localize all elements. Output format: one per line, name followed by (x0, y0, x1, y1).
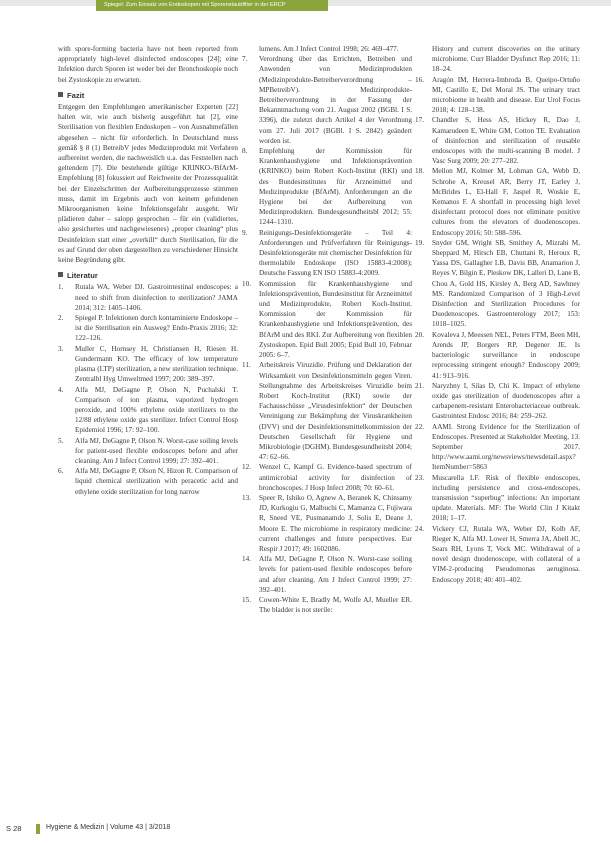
reference-text: AAMI. Strong Evidence for the Sterilization of Endoscopes. Presented at Stakeholder Meeting, 13. September 2017. http://www.aami.org/newsviews/newsdetail.aspx?ItemNumber=5863 (432, 422, 580, 472)
reference-list-col2 (242, 44, 412, 615)
reference-number: 8. (242, 147, 248, 156)
reference-text: Muscarella LF. Risk of flexible endoscopes, including persistence and cross-endoscopes, transmission “superbug” infections: An important update. Materials. MF: The World Clin J Kitakt 2018; 1–17. (432, 473, 580, 523)
reference-number: 10. (242, 279, 251, 288)
reference-number: 17. (415, 116, 424, 125)
reference-text: Alfa MJ, DeGagne P, Olson N. Worst-case soiling levels for patient-used flexible endoscopes before and after cleaning. Am J Infect Control 1999; 27: 392–401. (259, 555, 412, 594)
fazit-paragraph: Entgegen den Empfehlungen amerikanischer Experten [22] halten wir, wie auch bisherig ausgeführt hat [2], eine Sterilisation von flexiblen Endoskopen – von Ausnahmefällen abgesehen – nicht für erforderlich. In Deutschland muss gemäß § 8 (1) BetreibV jedes Medizinprodukt mit Verfahren aufbereitet werden, die nachweislich u.a. das Feststellen nach geltendem [7]. Die bestehende gültige KRINKO-/BfArM-Empfehlung [8] fokussiert auf Reichweite der Prozessqualität bei der Einzelschritten der Aufbereitungsprozesse stimmen muss, damit im Ergebnis auch von keinem gefundenen Mikroorganismen keine Infektionsgefahr ausgeht. Wir plädieren daher – salopp gesprochen – für ein (validiertes, also gesichertes und nachgewiesenes) „proper cleaning“ plus Desinfektion statt einer „overkill“ durch Sterilisation, für die es auf Grund der oben dargestellten zu verschiedener Hinsicht keine Begründung gibt. (58, 103, 238, 265)
fazit-heading (58, 91, 238, 101)
reference-number: 24. (415, 524, 424, 533)
reference-number: 9. (242, 228, 248, 237)
footer-accent-bar (36, 824, 40, 834)
reference-item (415, 44, 580, 75)
reference-item (58, 436, 238, 467)
reference-item (415, 422, 580, 473)
reference-number: 2. (58, 314, 64, 323)
reference-text: Aragón IM, Herrera-Imbroda B, Queipo-Ortuño MI, Castillo E, Del Moral JS. The urinary tract microbiome in health and disease. Eur Urol Focus 2018; 4: 128–138. (432, 75, 580, 115)
reference-item (242, 554, 412, 595)
page-footer (0, 816, 611, 844)
reference-item (415, 330, 580, 381)
reference-item (415, 473, 580, 524)
reference-number: 7. (242, 55, 248, 64)
reference-text: Reinigungs-Desinfektionsgeräte – Teil 4: Anforderungen und Prüfverfahren für Reinigungs-Desinfektionsgeräte mit chemischer Desinfektion für thermolabile Endoskope (ISO 15883-4:2008); Deutsche Fassung EN ISO 15883-4:2009. (259, 228, 412, 278)
reference-item (242, 146, 412, 228)
reference-text: Alfa MJ, DeGagne P, Olson N, Hizon R. Comparison of liquid chemical sterilization with peracetic acid and ethylene oxide sterilization for long narrow (75, 467, 238, 496)
reference-item (415, 381, 580, 422)
reference-text: Empfehlung der Kommission für Krankenhaushygiene und Infektionsprävention (KRINKO) beim Robert Koch-Institut (RKI) und des Bundesinstitutes für Arzneimittel und Medizinprodukte (BfArM). Anforderungen an die Hygiene bei der Aufbereitung von Medizinprodukten. Bundesgesundheitsbl 2012; 55: 1244–1310. (259, 147, 412, 227)
reference-number: 12. (242, 463, 251, 472)
reference-item (242, 54, 412, 146)
reference-item (58, 344, 238, 385)
reference-number: 14. (242, 555, 251, 564)
reference-item (58, 282, 238, 313)
reference-number: 6. (58, 467, 64, 476)
reference-item (58, 466, 238, 497)
reference-number: 3. (58, 344, 64, 353)
reference-number: 11. (242, 361, 251, 370)
reference-text: Rutala WA, Weber DJ. Gastrointestinal endoscopes: a need to shift from disinfection to sterilization? JAMA 2014; 312: 1405–1406. (75, 283, 238, 312)
reference-text: History and current discoveries on the urinary microbiome. Curr Bladder Dysfunct Rep 2016; 11: 18–24. (432, 45, 580, 74)
reference-item (242, 462, 412, 493)
journal-name: Hygiene & Medizin | Volume 43 | 3/2018 (46, 824, 171, 831)
reference-number: 23. (415, 473, 424, 482)
reference-text: Kovaleva J, Meessen NEL, Peters FTM, Been MH, Arends JP, Borgers RP, Degener JE. Is bacteriologic surveillance in endoscope reprocessing stringent enough? Endoscopy 2009; 41: 913–916. (432, 330, 580, 380)
column-3 (415, 44, 580, 585)
reference-text: Muller C, Hornsey H, Christiansen H, Riesen H. Gundermann KO. The efficacy of low temperature plasma (LTP) sterilization, a new sterilization technique. Zentralbl Hyg Umweltmed 1997; 200: 389–397. (75, 344, 238, 384)
running-head: Spiegel: Zum Einsatz von Endoskopen mit Sporenstaubfilter in der ERCP (96, 0, 328, 11)
reference-text: Snyder GM, Wright SB, Smithey A, Mizrahi M, Sheppard M, Hirsch EB, Chuttani R, Heroux R, Yassa DS, Gallagher LB, Davis BB, Anamarion J, Reyes V, Bilgin E, Pleskow DK, Lalleri D, Lane B, Chou A, Gold HS, Kirsley A, Berg AD, Sawhney MS. Randomized Comparison of 3 High-Level Disinfection and Sterilization Procedures for Duodenoscopes. Gastroenterology 2017; 153: 1018–1025. (432, 238, 580, 329)
reference-text: Vickery CJ, Rutala WA, Weber DJ, Kolb AF, Rieger K, Alfa MJ. Lower H, Smerra JA, Abell JC, Sears RH, Lyons T, Vock MC. Withdrawal of a novel design duodenoscope, with collateral of a VIM-2-producing Pseudomonas aeruginosa. Endoscopy 2018; 40: 401–402. (432, 524, 580, 584)
reference-item (58, 313, 238, 344)
reference-item (58, 385, 238, 436)
reference-text: Naryzhny I, Silas D, Chi K. Impact of ethylene oxide gas sterilization of duodenoscopes after a carbapenem-resistant Enterobacteriaceae outbreak. Gastrointest Endosc 2016; 84: 259–262. (432, 381, 580, 421)
reference-text: Arbeitskreis Viruzidie. Prüfung und Deklaration der Wirksamkeit von Desinfektionsmitteln gegen Viren. Stellungnahme des Arbeitskreises Viruzidie beim Robert Koch-Institut (RKI) sowie der Fachausschüsse „Virusdesinfektion“ der Deutschen Vereinigung zur Bekämpfung der Viruskrankheiten (DVV) und der Desinfektionsmittelkommission der Deutschen Gesellschaft für Hygiene und Mikrobiologie (DGHM). Bundesgesundheitsbl 2004; 47: 62–66. (259, 361, 412, 462)
reference-number: 5. (58, 436, 64, 445)
reference-list-col1 (58, 282, 238, 496)
reference-text: Alfa MJ, DeGagne P, Olson N, Puchalski T. Comparison of ion plasma, vaporized hydrogen peroxide, and 100% ethylene oxide sterilizers to the 12/88 ethylene oxide gas sterilizer. Infect Control Hosp Epidemiol 1996; 17: 92–100. (75, 385, 238, 435)
reference-item (415, 166, 580, 237)
reference-number: 15. (242, 595, 251, 604)
reference-item (415, 75, 580, 116)
section-bullet-icon (58, 272, 63, 277)
reference-item (415, 238, 580, 330)
reference-text: Mellon MJ, Kolmer M, Lohman GA, Webb D, Schrohe A, Kreusel AR, Berry JT, Earley J, McBrides L, El-Hall F, Jaspel R, Woskie E, Kemanos F. A shortfall in processing high level disinfectant protocol does not eliminate positive cultures from the elevators of duodenoscopes. Endoscopy 2016; 50: 588–596. (432, 167, 580, 237)
literatur-heading-text: Literatur (67, 271, 98, 281)
reference-item (242, 228, 412, 279)
reference-text: Wenzel C, Kampf G. Evidence-based spectrum of antimicrobial activity for disinfection of bronchoscopes. J Hosp Infect 2008; 70: 60–61. (259, 463, 412, 492)
fazit-heading-text: Fazit (67, 90, 85, 100)
page-number: S 28 (6, 824, 22, 833)
column-1 (58, 44, 238, 497)
reference-number: 20. (415, 330, 424, 339)
section-bullet-icon (58, 92, 63, 97)
reference-item (242, 360, 412, 462)
reference-text: Kommission für Krankenhaushygiene und Infektionsprävention, Bundesinstitut für Arzneimittel und Medizinprodukte, Robert Koch-Institut. Kommission der Kommission für Krankenhaushygiene und Infektionsprävention, des BfArM und des RKI. Zur Aufbereitung von flexiblen Zystoskopen. Epid Bull 2005; Epid Bull 10, Februar 2005: 6–7. (259, 279, 412, 360)
intro-paragraph: with spore-forming bacteria have not been reported from appropriately high-level disinfected endoscopes [24]; eine Infektion durch Sporen ist weder bei der Bronchoskopie noch bei Zystoskopie zu erwarten. (58, 45, 238, 84)
reference-list-col3 (415, 44, 580, 585)
reference-number: 19. (415, 238, 424, 247)
reference-item (242, 279, 412, 361)
reference-number: 4. (58, 385, 64, 394)
reference-item (242, 493, 412, 554)
reference-number: 22. (415, 422, 424, 431)
reference-text: Verordnung über das Errichten, Betreiben und Anwenden von Medizinprodukten (Medizinprodukte-Betreiberverordnung – MPBetreibV). Medizinprodukte-Betreiberverordnung in der Fassung der Bekanntmachung vom 21. August 2002 (BGBl. I S. 3396), die zuletzt durch Artikel 4 der Verordnung vom 27. Juli 2017 (BGBl. I S. 2842) geändert worden ist. (259, 55, 412, 145)
column-2 (242, 44, 412, 615)
reference-text: Speer R, Ishiko O, Agnew A, Beranek K, Chinsamy JD, Kurkogiu G, Malbuchi C, Mamanza C, Fujiwara R, Sneed VE, Pusmanamdo J, Solis E, Deane J, Moore E. The microbiome in respiratory medicine: current challenges and future perspectives. Eur Respir J 2017; 49: 1602086. (259, 493, 412, 553)
reference-text: lumens. Am J Infect Control 1998; 26: 469–477. (259, 45, 399, 53)
literatur-heading (58, 271, 238, 281)
reference-text: Chandler S, Hess AS, Hickey R, Dao J, Kamarudeen E, White GM, Cotton TE. Evaluation of disinfection and sterilization of reusable endoscopes with the multi-scanning B model. J Vasc Surg 2009; 20: 277–282. (432, 116, 580, 166)
reference-item (415, 115, 580, 166)
reference-number: 18. (415, 167, 424, 176)
reference-number: 21. (415, 381, 424, 390)
reference-item (415, 524, 580, 585)
reference-text: Spiegel P. Infektionen durch kontaminierte Endoskope – ist die Sterilisation ein Ausweg? Endo-Praxis 2016; 32: 122–126. (75, 314, 238, 343)
reference-text: Cowen-White E, Bradly M, Wolfe AJ, Mueller ER. The bladder is not sterile: (259, 595, 412, 615)
reference-item (242, 595, 412, 615)
reference-number: 13. (242, 493, 251, 502)
reference-number: 1. (58, 283, 64, 292)
reference-text: Alfa MJ, DeGagne P, Olson N. Worst-case soiling levels for patient-used flexible endoscopes before and after cleaning. Am J Infect Control 1999; 27: 392–401. (75, 436, 238, 465)
reference-item (242, 44, 412, 54)
reference-number: 16. (415, 75, 424, 84)
